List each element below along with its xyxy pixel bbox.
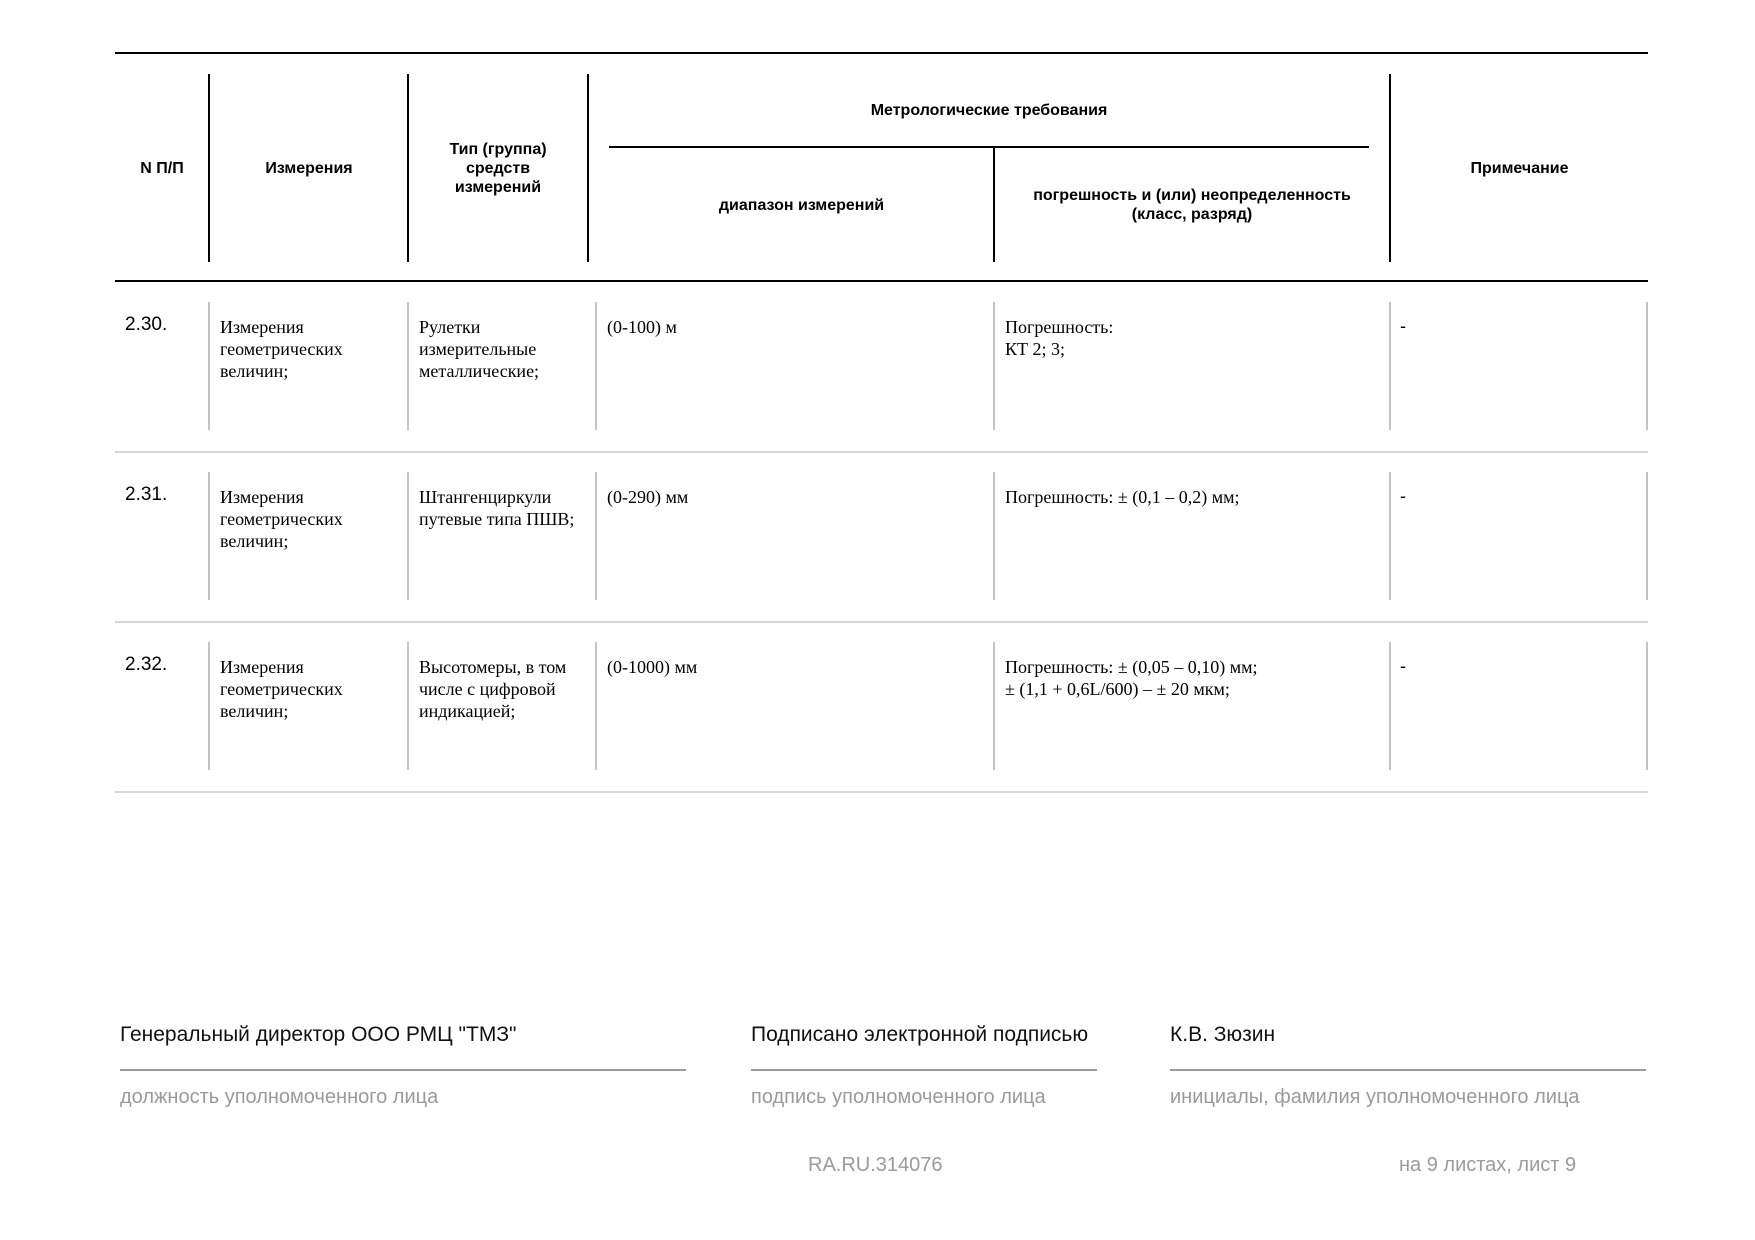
header-divider: [587, 74, 589, 262]
row-range: (0-290) мм: [607, 487, 689, 507]
row-error: Погрешность: ± (0,1 – 0,2) мм;: [1005, 487, 1240, 507]
position-underline: [120, 1069, 686, 1071]
cell-divider: [1646, 472, 1648, 600]
registry-number: RA.RU.314076: [808, 1154, 943, 1176]
row-instrument: Штангенциркули путевые типа ПШВ;: [419, 487, 575, 529]
row-number: 2.30.: [125, 314, 168, 335]
row-note: -: [1400, 316, 1406, 336]
cell-divider: [407, 472, 409, 600]
cell-divider: [993, 642, 995, 770]
row-range: (0-1000) мм: [607, 657, 698, 677]
header-note: Примечание: [1470, 159, 1569, 177]
signature-caption: подпись уполномоченного лица: [751, 1086, 1046, 1108]
name-caption: инициалы, фамилия уполномоченного лица: [1170, 1086, 1580, 1108]
cell-divider: [208, 642, 210, 770]
cell-divider: [993, 472, 995, 600]
position-caption: должность уполномоченного лица: [120, 1086, 439, 1108]
row-instrument: Высотомеры, в том числе с цифровой индикацией;: [419, 657, 567, 721]
header-bottom-rule: [115, 280, 1648, 282]
row-measurement: Измерения геометрических величин;: [220, 487, 343, 551]
header-error: погрешность и (или) неопределенность (класс, разряд): [1033, 187, 1351, 223]
row-separator: [115, 451, 1648, 453]
row-note: -: [1400, 486, 1406, 506]
cell-divider: [595, 302, 597, 430]
cell-divider: [208, 302, 210, 430]
cell-divider: [208, 472, 210, 600]
position-text: Генеральный директор ООО РМЦ "ТМЗ": [120, 1023, 517, 1046]
cell-divider: [595, 472, 597, 600]
row-number: 2.31.: [125, 484, 168, 505]
header-instrument-type: Тип (группа) средств измерений: [449, 140, 547, 196]
header-measurement: Измерения: [265, 159, 353, 177]
name-underline: [1170, 1069, 1646, 1071]
cell-divider: [407, 642, 409, 770]
row-separator: [115, 621, 1648, 623]
header-metrological: Метрологические требования: [870, 101, 1108, 119]
row-number: 2.32.: [125, 654, 168, 675]
cell-divider: [1389, 472, 1391, 600]
page-info: на 9 листах, лист 9: [1399, 1154, 1577, 1176]
row-range: (0-100) м: [607, 317, 677, 337]
header-num: N П/П: [140, 159, 184, 177]
table-top-rule: [115, 52, 1648, 54]
row-note: -: [1400, 656, 1406, 676]
row-instrument: Рулетки измерительные металлические;: [419, 317, 540, 381]
row-measurement: Измерения геометрических величин;: [220, 657, 343, 721]
cell-divider: [595, 642, 597, 770]
row-separator: [115, 791, 1648, 793]
cell-divider: [1646, 302, 1648, 430]
cell-divider: [1646, 642, 1648, 770]
header-range: диапазон измерений: [718, 196, 885, 214]
row-error: Погрешность: ± (0,05 – 0,10) мм; ± (1,1 + 0,6L/600) – ± 20 мкм;: [1005, 657, 1258, 699]
row-error: Погрешность: КТ 2; 3;: [1005, 317, 1114, 359]
cell-divider: [1389, 642, 1391, 770]
signature-text: Подписано электронной подписью: [751, 1023, 1089, 1046]
name-text: К.В. Зюзин: [1170, 1023, 1276, 1046]
cell-divider: [407, 302, 409, 430]
cell-divider: [1389, 302, 1391, 430]
signature-underline: [751, 1069, 1097, 1071]
row-measurement: Измерения геометрических величин;: [220, 317, 343, 381]
cell-divider: [993, 302, 995, 430]
